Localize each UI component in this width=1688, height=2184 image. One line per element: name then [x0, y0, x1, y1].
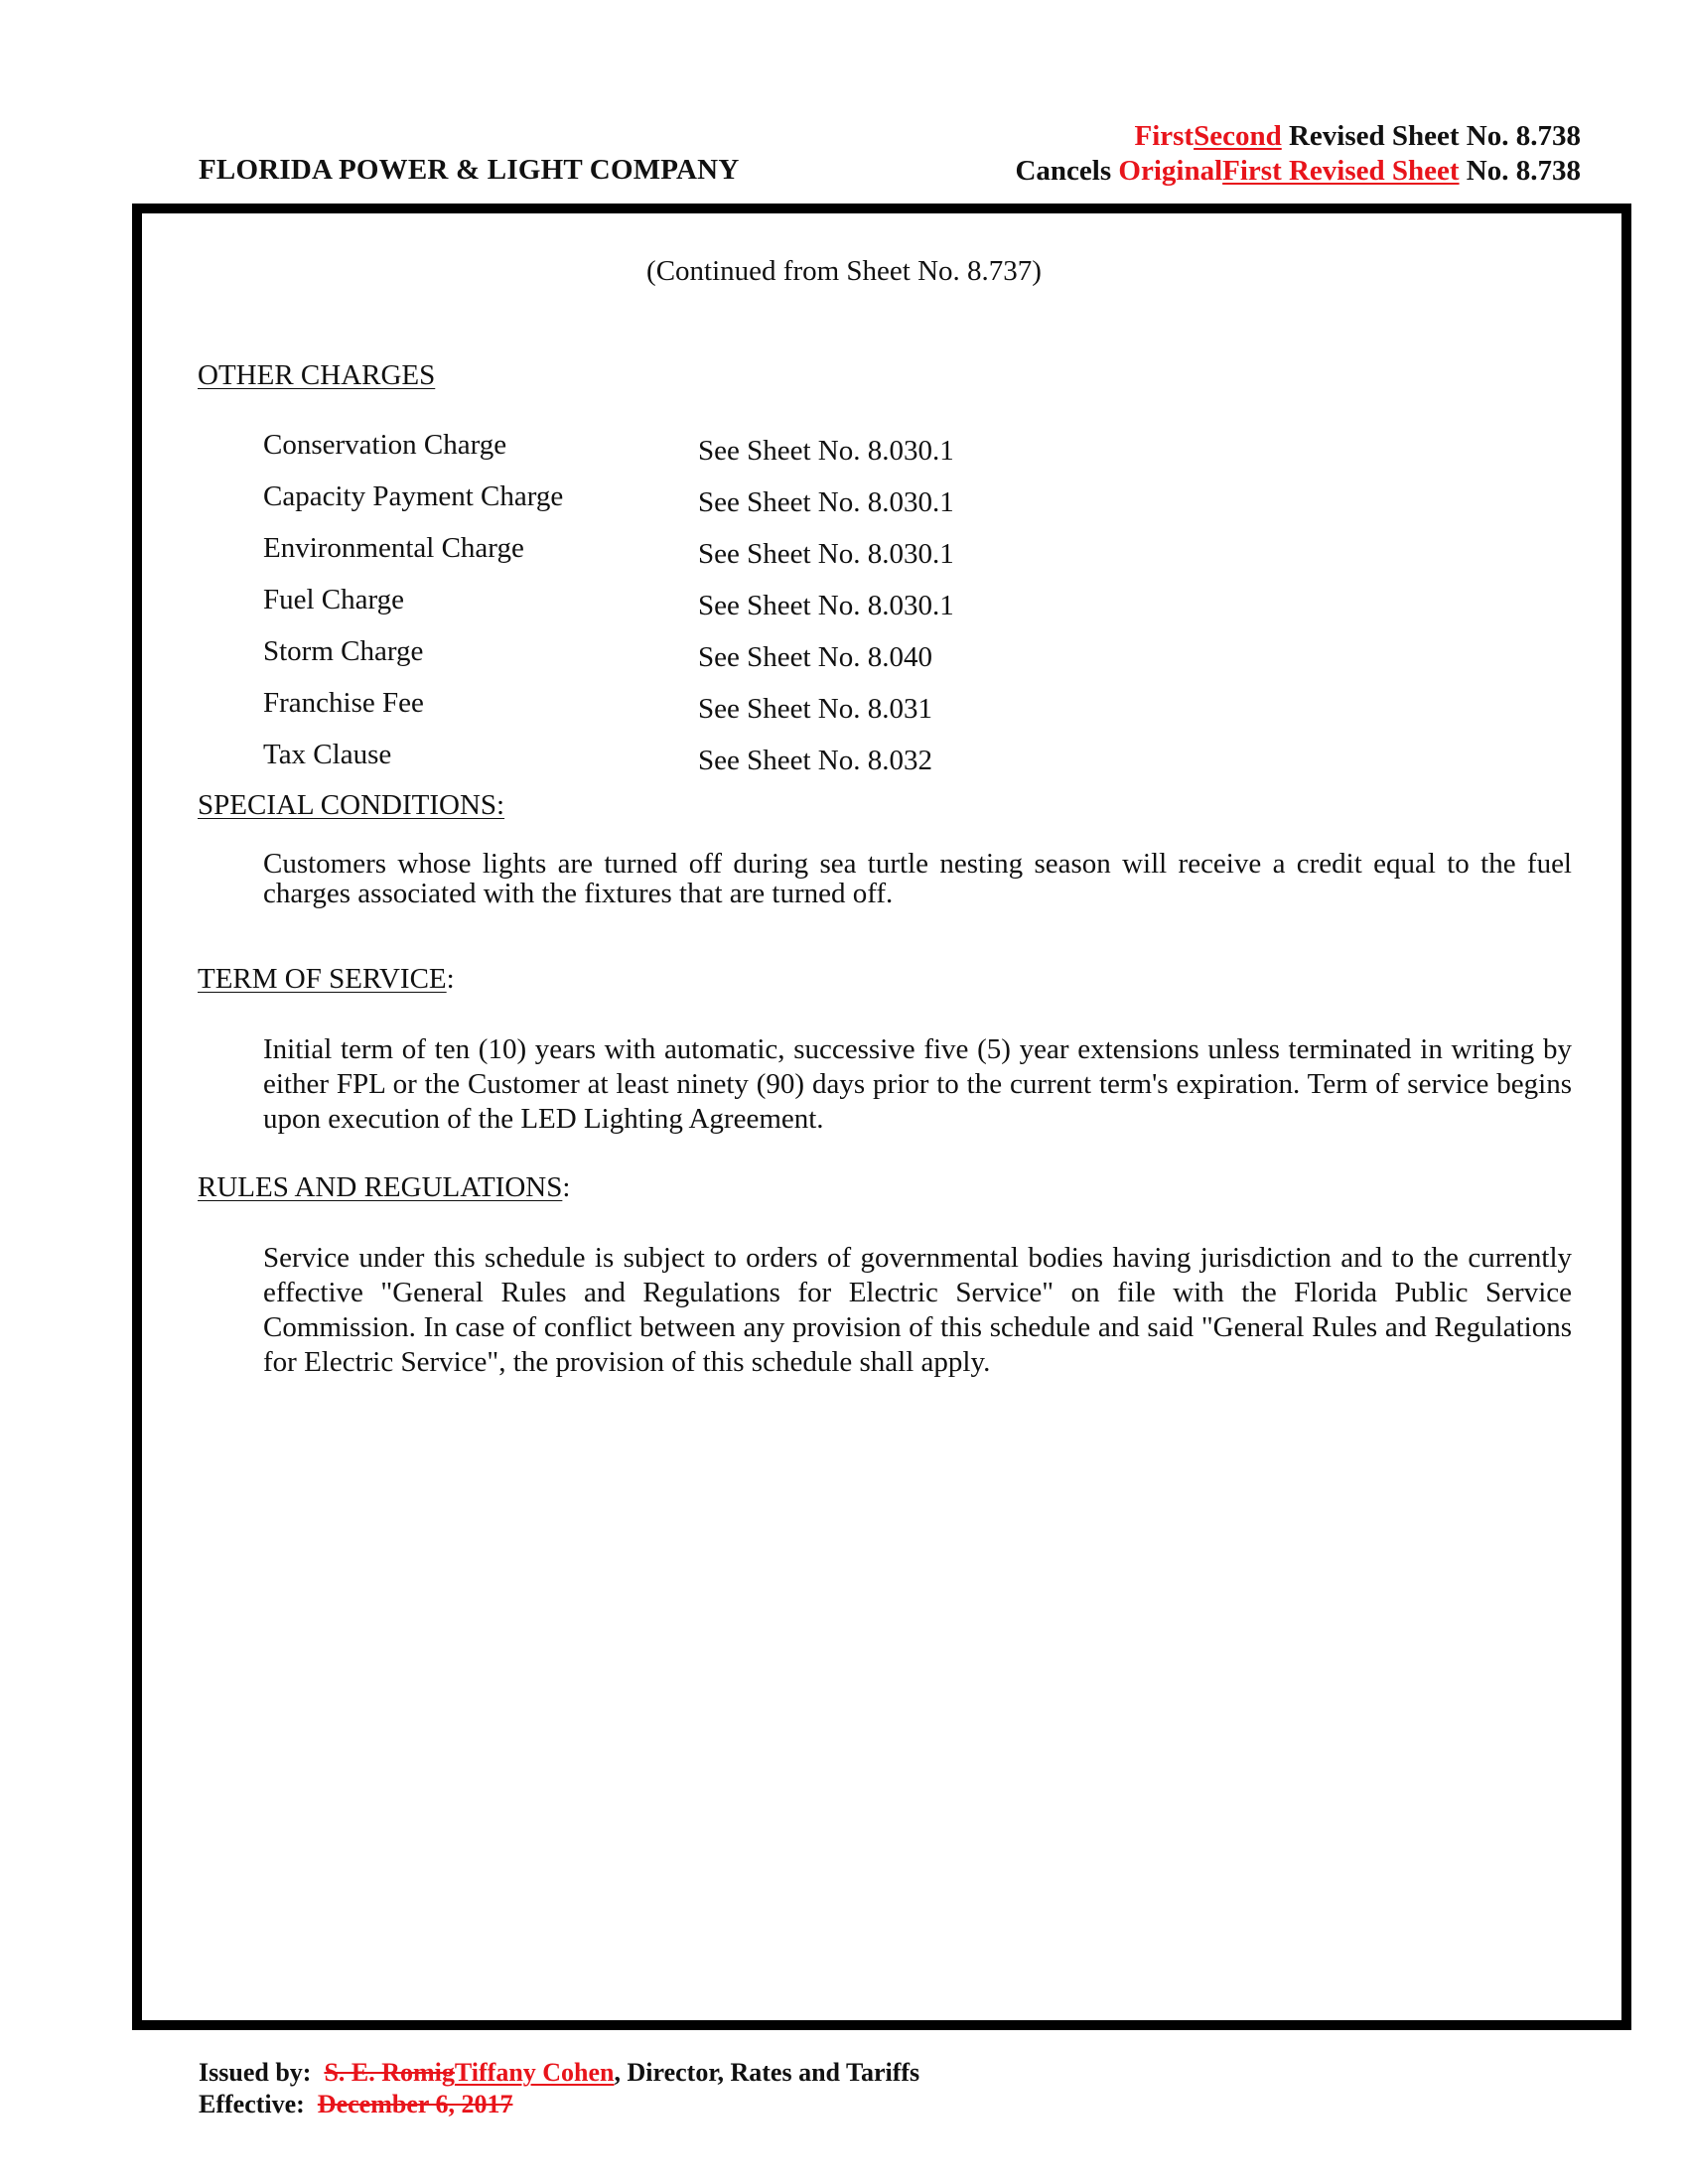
rules-text: Service under this schedule is subject to orders of governmental bodies having jurisdiction and to the currently effective "General Rules and Regulations for Electric Service" on file with the Florida Public Service Commission. In case of conflict between any provision of this schedule and said "General Rules and Regulations for Electric Service", the provision of this schedule shall apply. [263, 1242, 1572, 1378]
deleted-original: Original [1118, 155, 1223, 187]
charge-ref: See Sheet No. 8.030.1 [698, 538, 954, 570]
charge-label: Franchise Fee [263, 687, 424, 719]
charge-label: Conservation Charge [263, 429, 507, 461]
special-conditions-text: Customers whose lights are turned off during sea turtle nesting season will receive a credit equal to the fuel charges associated with the fixtures that are turned off. [263, 848, 1572, 909]
sheet-header [1015, 119, 1581, 189]
charge-ref: See Sheet No. 8.032 [698, 745, 932, 776]
charge-ref: See Sheet No. 8.030.1 [698, 590, 954, 621]
charge-ref: See Sheet No. 8.030.1 [698, 486, 954, 518]
term-of-service-text: Initial term of ten (10) years with automatic, successive five (5) year extensions unless terminated in writing by either FPL or the Customer at least ninety (90) days prior to the current term's expiration. Term of service begins upon execution of the LED Lighting Agreement. [263, 1033, 1572, 1135]
footer [199, 2057, 919, 2120]
revised-sheet-text: Revised Sheet No. 8.738 [1281, 120, 1581, 152]
charge-ref: See Sheet No. 8.031 [698, 693, 932, 725]
charge-label: Capacity Payment Charge [263, 480, 564, 512]
charge-ref: See Sheet No. 8.030.1 [698, 435, 954, 467]
cancels-line [1015, 154, 1581, 189]
company-name: FLORIDA POWER & LIGHT COMPANY [199, 154, 740, 186]
issued-inserted-name: Tiffany Cohen [454, 2058, 615, 2087]
deleted-first: First [1134, 120, 1195, 152]
effective-line: Effective: December 6, 2017 [199, 2090, 513, 2118]
effective-deleted-date: December 6, 2017 [317, 2090, 513, 2118]
charge-ref: See Sheet No. 8.040 [698, 641, 932, 673]
rules-heading: RULES AND REGULATIONS: [198, 1171, 571, 1203]
cancels-rest: No. 8.738 [1459, 155, 1581, 187]
continued-note: (Continued from Sheet No. 8.737) [646, 255, 1042, 287]
other-charges-heading: OTHER CHARGES [198, 359, 436, 391]
inserted-first-revised: First Revised Sheet [1222, 155, 1460, 187]
issued-by-line: Issued by: S. E. RomigTiffany Cohen, Director, Rates and Tariffs [199, 2058, 920, 2087]
revised-sheet-line [1015, 119, 1581, 154]
special-conditions-heading: SPECIAL CONDITIONS: [198, 789, 505, 821]
charge-label: Environmental Charge [263, 532, 524, 564]
charge-label: Fuel Charge [263, 584, 405, 615]
term-of-service-heading: TERM OF SERVICE: [198, 963, 455, 995]
cancels-prefix: Cancels [1015, 155, 1119, 187]
inserted-second: Second [1194, 120, 1282, 152]
issued-deleted-name: S. E. Romig [324, 2058, 455, 2087]
charge-label: Tax Clause [263, 739, 392, 770]
charge-label: Storm Charge [263, 635, 424, 667]
